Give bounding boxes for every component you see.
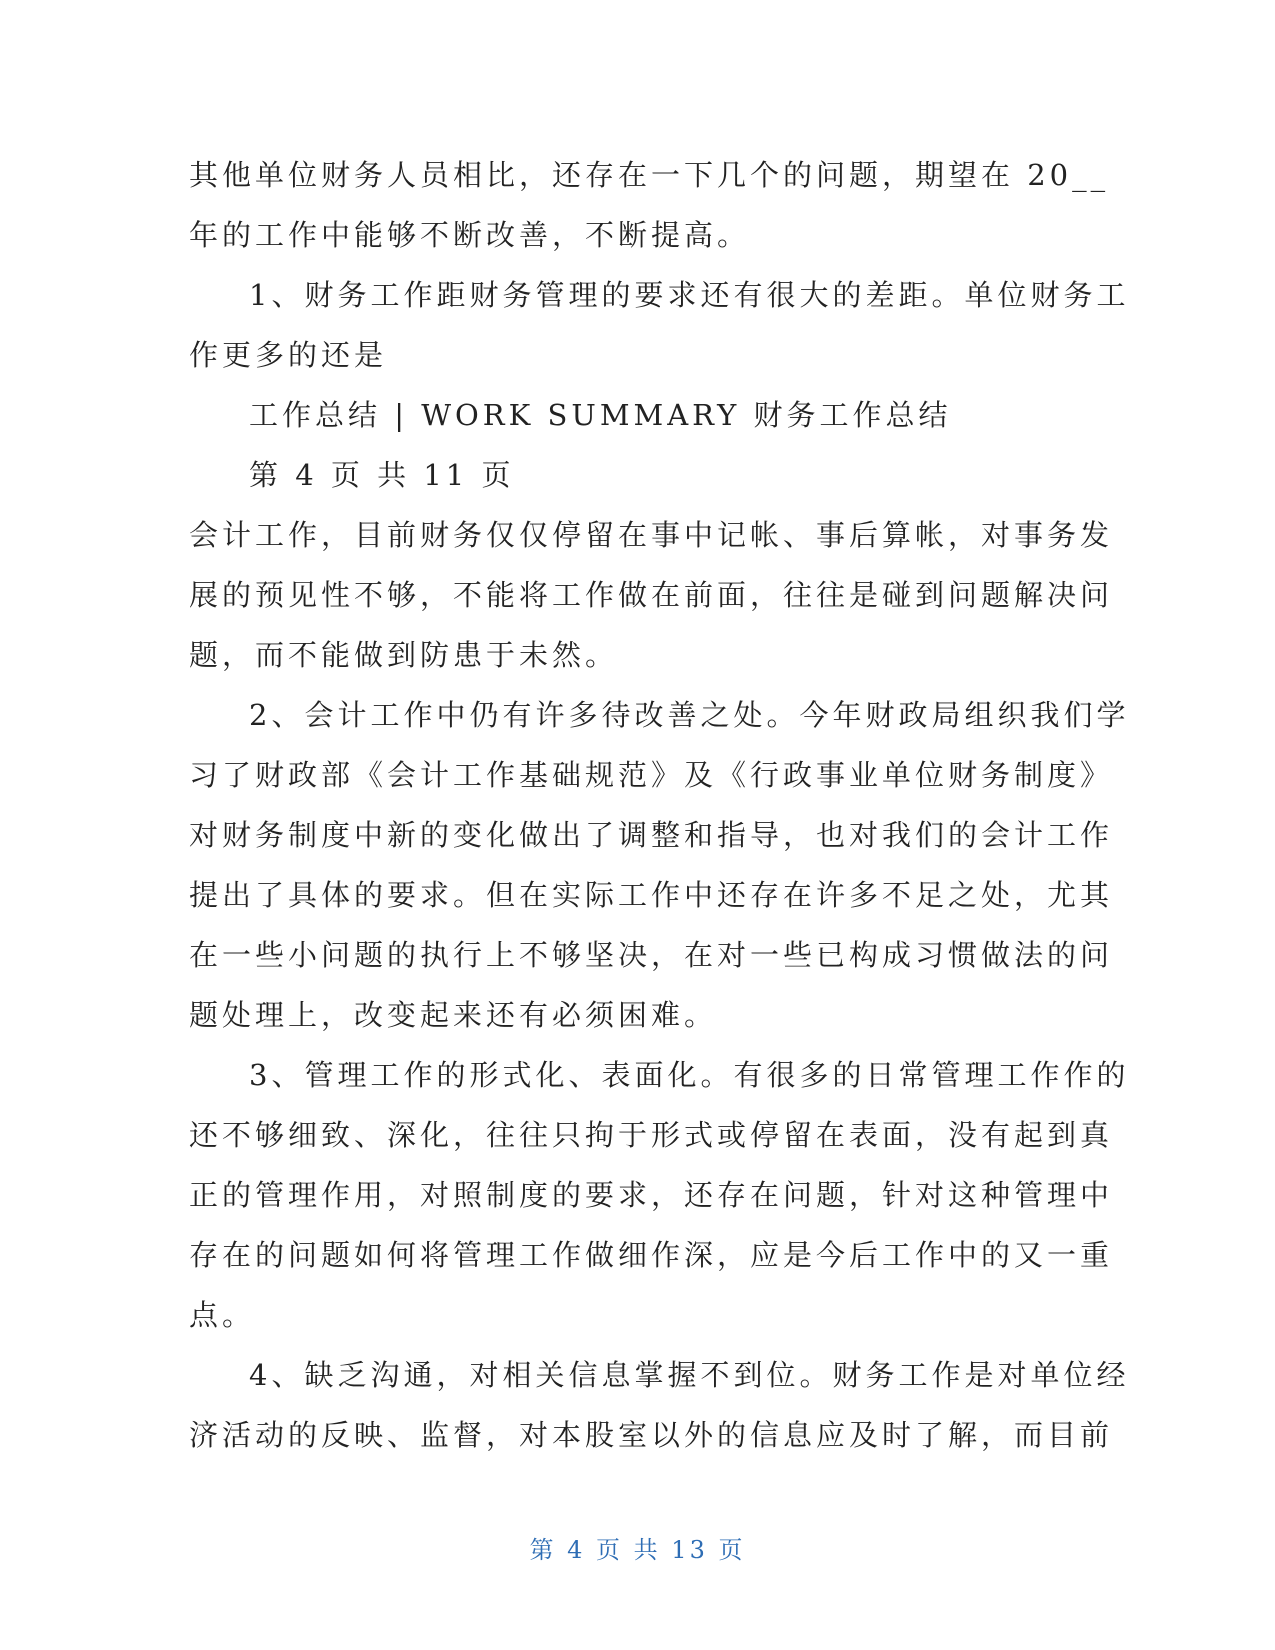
paragraph-2-start: 2、会计工作中仍有许多待改善之处。今年财政局组织我们学 — [249, 698, 1130, 732]
text-line: 还不够细致、深化，往往只拘于形式或停留在表面，没有起到真 — [189, 1118, 1114, 1152]
text-line: 提出了具体的要求。但在实际工作中还存在许多不足之处，尤其 — [189, 878, 1114, 912]
document-body — [189, 145, 1130, 1465]
text-line: 存在的问题如何将管理工作做细作深，应是今后工作中的又一重 — [189, 1238, 1114, 1272]
paragraph-3-start: 3、管理工作的形式化、表面化。有很多的日常管理工作作的 — [249, 1058, 1130, 1092]
text-line: 济活动的反映、监督，对本股室以外的信息应及时了解，而目前 — [189, 1418, 1114, 1452]
text-line: 题处理上，改变起来还有必须困难。 — [189, 998, 718, 1032]
page-footer: 第 4 页 共 13 页 — [529, 1536, 746, 1564]
text-line: 在一些小问题的执行上不够坚决，在对一些已构成习惯做法的问 — [189, 938, 1114, 972]
text-line: 其他单位财务人员相比，还存在一下几个的问题，期望在 20__ — [189, 158, 1110, 192]
text-line: 习了财政部《会计工作基础规范》及《行政事业单位财务制度》 — [189, 758, 1114, 792]
paragraph-1-start: 1、财务工作距财务管理的要求还有很大的差距。单位财务工 — [249, 278, 1130, 312]
embedded-page-label: 第 4 页 共 11 页 — [249, 458, 515, 492]
text-line: 题，而不能做到防患于未然。 — [189, 638, 619, 672]
text-line: 点。 — [189, 1298, 256, 1332]
embedded-header: 工作总结 | WORK SUMMARY 财务工作总结 — [249, 398, 952, 432]
text-line: 正的管理作用，对照制度的要求，还存在问题，针对这种管理中 — [189, 1178, 1114, 1212]
text-line: 对财务制度中新的变化做出了调整和指导，也对我们的会计工作 — [189, 818, 1114, 852]
text-line: 年的工作中能够不断改善，不断提高。 — [189, 218, 751, 252]
paragraph-4-start: 4、缺乏沟通，对相关信息掌握不到位。财务工作是对单位经 — [249, 1358, 1130, 1392]
text-line: 会计工作，目前财务仅仅停留在事中记帐、事后算帐，对事务发 — [189, 518, 1114, 552]
text-line: 展的预见性不够，不能将工作做在前面，往往是碰到问题解决问 — [189, 578, 1114, 612]
text-line: 作更多的还是 — [189, 338, 388, 372]
